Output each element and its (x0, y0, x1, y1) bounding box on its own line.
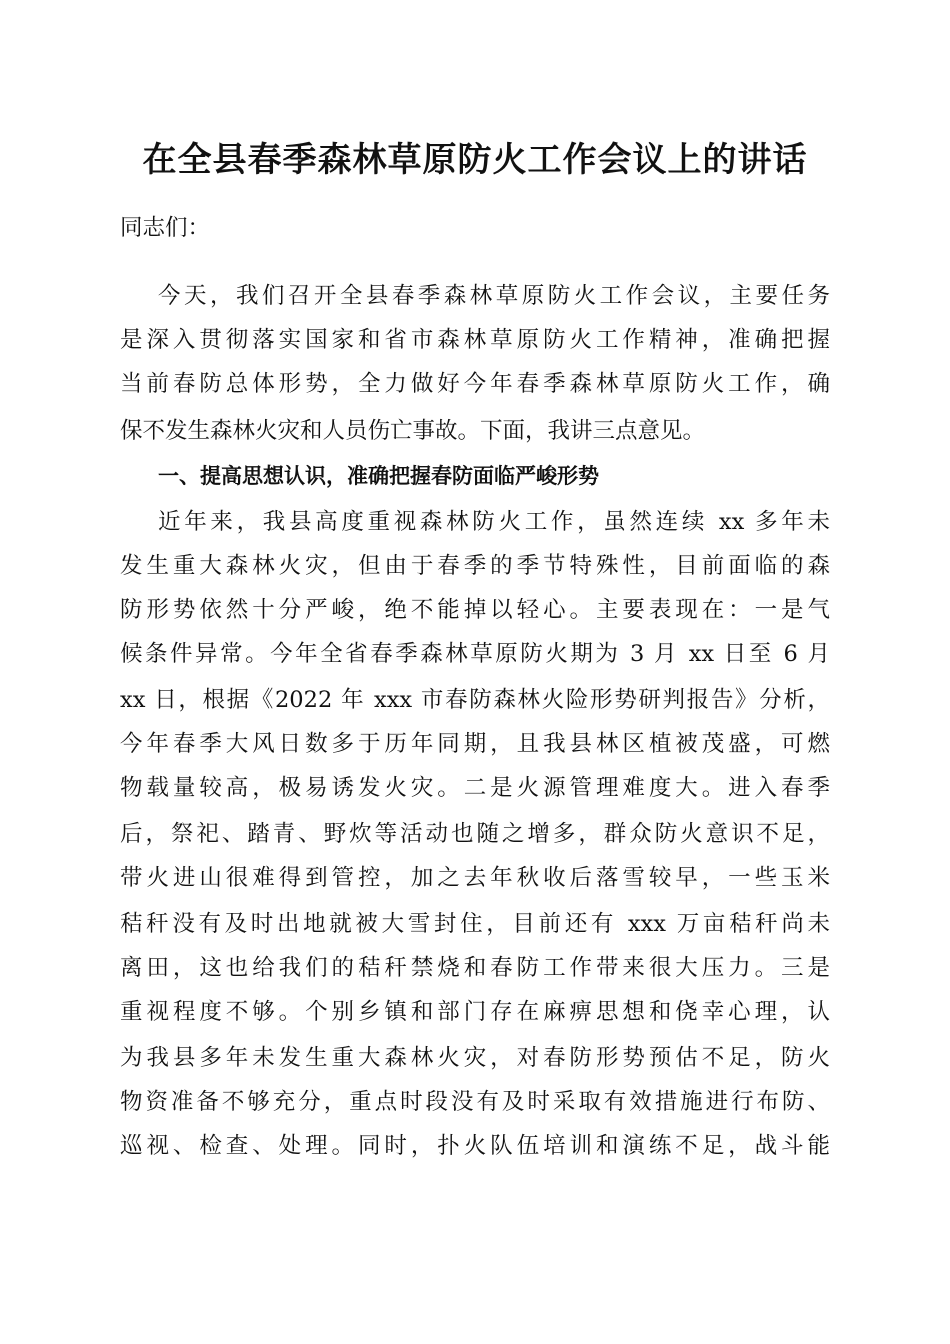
body-line: 物载量较高，极易诱发火灾。二是火源管理难度大。进入春季 (120, 775, 830, 801)
intro-line: 今天，我们召开全县春季森林草原防火工作会议，主要任务 (158, 283, 830, 309)
body-line: 今年春季大风日数多于历年同期，且我县林区植被茂盛，可燃 (120, 731, 830, 757)
body-line: 重视程度不够。个别乡镇和部门存在麻痹思想和侥幸心理，认 (120, 999, 830, 1025)
salutation: 同志们： (120, 215, 211, 241)
body-line: 后，祭祀、踏青、野炊等活动也随之增多，群众防火意识不足， (120, 821, 830, 847)
body-line: 候条件异常。今年全省春季森林草原防火期为 3 月 xx 日至 6 月 (120, 641, 830, 667)
body-line: xx 日，根据《2022 年 xxx 市春防森林火险形势研判报告》分析， (120, 687, 830, 713)
body-line: 为我县多年未发生重大森林火灾，对春防形势预估不足，防火 (120, 1045, 830, 1071)
document-title: 在全县春季森林草原防火工作会议上的讲话 (142, 140, 808, 180)
body-line: 发生重大森林火灾，但由于春季的季节特殊性，目前面临的森 (120, 553, 830, 579)
body-line: 物资准备不够充分，重点时段没有及时采取有效措施进行布防、 (120, 1089, 830, 1115)
body-line: 秸秆没有及时出地就被大雪封住，目前还有 xxx 万亩秸秆尚未 (120, 911, 830, 937)
intro-line: 当前春防总体形势，全力做好今年春季森林草原防火工作，确 (120, 371, 830, 397)
body-line: 近年来，我县高度重视森林防火工作，虽然连续 xx 多年未 (158, 509, 830, 535)
intro-line: 保不发生森林火灾和人员伤亡事故。下面，我讲三点意见。 (120, 418, 706, 444)
body-line: 防形势依然十分严峻，绝不能掉以轻心。主要表现在：一是气 (120, 597, 830, 623)
body-line: 离田，这也给我们的秸秆禁烧和春防工作带来很大压力。三是 (120, 955, 830, 981)
intro-line: 是深入贯彻落实国家和省市森林草原防火工作精神，准确把握 (120, 327, 830, 353)
section-heading: 一、提高思想认识，准确把握春防面临严峻形势 (158, 464, 599, 488)
body-line: 带火进山很难得到管控，加之去年秋收后落雪较早，一些玉米 (120, 865, 830, 891)
body-line: 巡视、检查、处理。同时，扑火队伍培训和演练不足，战斗能 (120, 1133, 830, 1159)
